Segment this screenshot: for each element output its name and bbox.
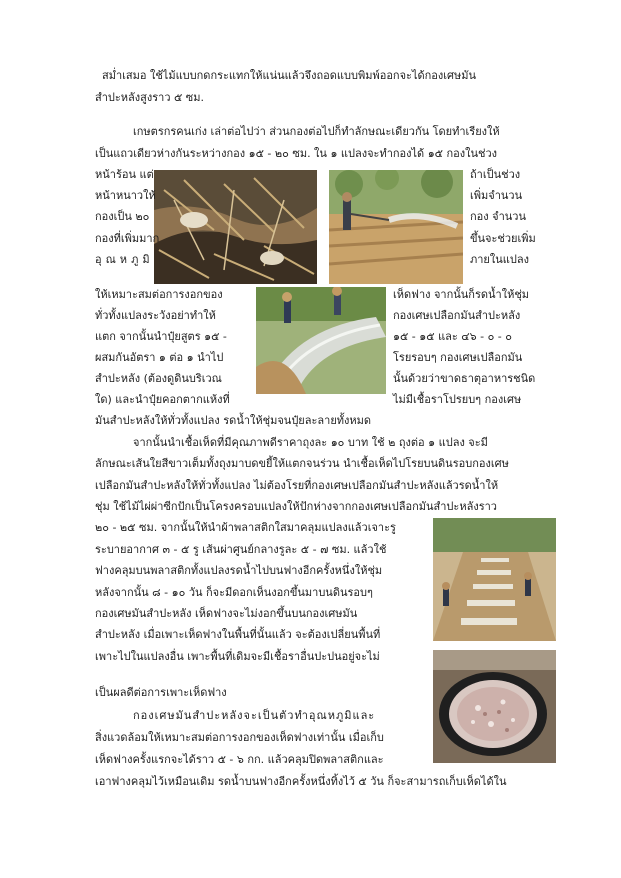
text-line: สิ่งแวดล้อมให้เหมาะสมต่อการงอกของเห็ดฟางเท่านั้น เมื่อเก็บ [95, 731, 384, 744]
text-line: ฟางคลุมบนพลาสติกทั้งแปลงรดน้ำไปบนฟางอีกครั้งหนึ่งให้ชุ่ม [95, 564, 383, 577]
text-line: ผสมกันอัตรา ๑ ต่อ ๑ นำไป [95, 351, 224, 364]
text-line: สำปะหลังสูงราว ๕ ซม. [95, 91, 205, 104]
text-line: กองเป็น ๒๐ [95, 210, 150, 223]
text-line: หลังจากนั้น ๘ - ๑๐ วัน ก็จะมีดอกเห็นงอกขึ้นมาบนดินรอบๆ [95, 586, 373, 599]
text-line: สำปะหลัง (ต้องดูดินบริเวณ [95, 372, 222, 385]
text-line: เพาะไปในแปลงอื่น เพาะพื้นที่เดิมจะมีเชื้อราอื่นปะปนอยู่จะไม่ [95, 650, 380, 663]
text-line: กองเศษมันสำปะหลังจะเป็นตัวทำอุณหภูมิและ [133, 709, 376, 722]
text-line: หน้าร้อน แต่ [95, 168, 154, 181]
text-line: มันสำปะหลังให้ทั่วทั้งแปลง รดน้ำให้ชุ่มจนปุ๋ยละลายทั้งหมด [95, 414, 372, 427]
text-line: จากนั้นนำเชื้อเห็ดที่มีคุณภาพดีราคาถุงละ ๑๐ บาท ใช้ ๒ ถุงต่อ ๑ แปลง จะมี [133, 436, 488, 449]
text-line: อุณหภูมิ [95, 253, 154, 266]
text-line: หน้าหนาวให้ [95, 189, 156, 202]
text-line: ให้เหมาะสมต่อการงอกของ [95, 288, 223, 301]
text-line: กองที่เพิ่มมาก [95, 232, 160, 245]
text-line: ไม่มีเชื้อราโปรยบๆ กองเศษ [393, 393, 522, 406]
photo-rows-of-beds [433, 518, 556, 641]
photo-bowl-of-material [433, 650, 556, 763]
text-line: ทั่วทั้งแปลงระวังอย่าทำให้ [95, 309, 216, 322]
text-line: ใด) และนำปุ๋ยคอกตากแห้งที่ [95, 393, 230, 406]
text-line: กองเศษเปลือกมันสำปะหลัง [393, 309, 521, 322]
text-line: เป็นผลดีต่อการเพาะเห็ดฟาง [95, 686, 227, 699]
text-line: สำปะหลัง เมื่อเพาะเห็ดฟางในพื้นที่นั้นแล้ว จะต้องเปลี่ยนพื้นที่ [95, 628, 381, 641]
text-line: สม่ำเสมอ ใช้ไม้แบบกดกระแทกให้แน่นแล้วจึงถอดแบบพิมพ์ออกจะได้กองเศษมัน [102, 69, 477, 82]
photo-plastic-covered-beds [256, 287, 386, 394]
photo-watering-beds [329, 170, 463, 284]
text-line: กอง จำนวน [470, 210, 526, 223]
text-line: นั้นด้วยว่าขาดธาตุอาหารชนิด [393, 372, 536, 385]
text-line: ชุ่ม ใช้ไม้ไผ่ผ่าซีกปักเป็นโครงครอบแปลงให้ปักห่างจากกองเศษเปลือกมันสำปะหลังราว [95, 500, 497, 513]
text-line: ถ้าเป็นช่วง [470, 168, 521, 181]
text-line: กองเศษมันสำปะหลัง เห็ดฟางจะไม่งอกขึ้นบนกองเศษมัน [95, 607, 358, 620]
text-line: ระบายอากาศ ๓ - ๕ รู เส้นผ่าศูนย์กลางรูละ ๕ - ๗ ซม. แล้วใช้ [95, 543, 387, 556]
text-line: เป็นแถวเดียวห่างกันระหว่างกอง ๑๕ - ๒๐ ซม. ใน ๑ แปลงจะทำกองได้ ๑๕ กองในช่วง [95, 147, 498, 160]
text-line: ขึ้นจะช่วยเพิ่ม [470, 232, 536, 245]
text-line: ลักษณะเส้นใยสีขาวเต็มทั้งถุงมาบดขยี้ให้แตกจนร่วน นำเชื้อเห็ดไปโรยบนดินรอบกองเศษ [95, 457, 509, 470]
text-line: เห็ดฟางครั้งแรกจะได้ราว ๕ - ๖ กก. แล้วคลุมปิดพลาสติกและ [95, 753, 384, 766]
text-line: โรยรอบๆ กองเศษเปลือกมัน [393, 351, 523, 364]
text-line: ๑๕ - ๑๕ และ ๔๖ - ๐ - ๐ [393, 330, 512, 343]
text-line: เปลือกมันสำปะหลังให้ทั่วทั้งแปลง ไม่ต้องโรยที่กองเศษเปลือกมันสำปะหลังแล้วรดน้ำให้ [95, 479, 499, 492]
text-line: ๒๐ - ๒๕ ซม. จากนั้นให้นำผ้าพลาสติกใสมาคลุมแปลงแล้วเจาะรู [95, 521, 396, 534]
text-line: ภายในแปลง [470, 253, 529, 266]
text-line: เพิ่มจำนวน [470, 189, 523, 202]
text-line: แตก จากนั้นนำปุ๋ยสูตร ๑๕ - [95, 330, 227, 343]
text-line: เกษตรกรคนเก่ง เล่าต่อไปว่า ส่วนกองต่อไปก็ทำลักษณะเดียวกัน โดยทำเรียงให้ [133, 125, 500, 138]
text-line: เอาฟางคลุมไว้เหมือนเดิม รดน้ำบนฟางอีกครั้งหนึ่งทิ้งไว้ ๕ วัน ก็จะสามารถเก็บเห็ดได้ใน [95, 775, 507, 788]
text-line: เห็ดฟาง จากนั้นก็รดน้ำให้ชุ่ม [393, 288, 530, 301]
photo-straw-closeup [154, 170, 317, 284]
